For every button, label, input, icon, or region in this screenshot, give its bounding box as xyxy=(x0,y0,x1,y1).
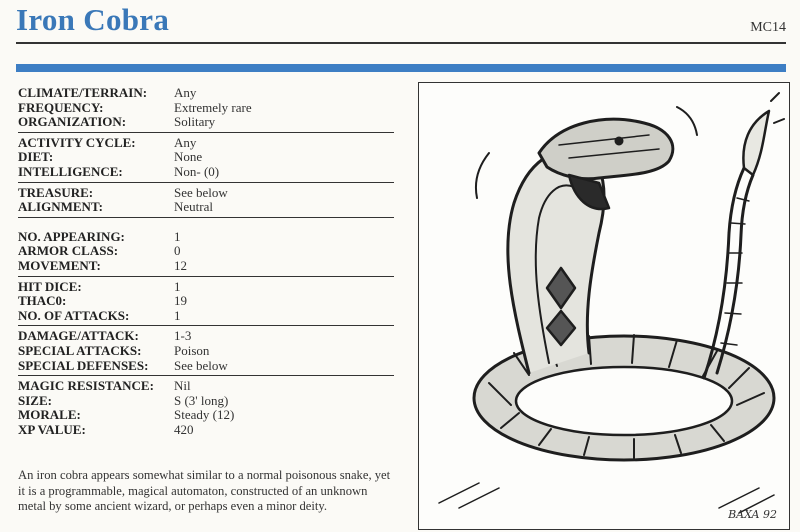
stat-value: 12 xyxy=(174,257,187,273)
stat-block xyxy=(18,86,394,442)
stat-value: 1-3 xyxy=(174,328,192,344)
stat-row xyxy=(18,408,394,423)
stat-row xyxy=(18,115,394,130)
stat-group xyxy=(18,230,394,277)
stat-value: Any xyxy=(174,85,197,100)
title-divider xyxy=(16,42,786,44)
stat-label: SIZE: xyxy=(18,392,52,408)
stat-label: DAMAGE/ATTACK: xyxy=(18,328,139,344)
stat-row xyxy=(18,359,394,374)
stat-group xyxy=(18,186,394,218)
stat-value: Solitary xyxy=(174,114,216,130)
stat-label: SPECIAL DEFENSES: xyxy=(18,357,149,373)
stat-row xyxy=(18,136,394,151)
stat-label: MORALE: xyxy=(18,407,81,423)
stat-value: 420 xyxy=(174,421,194,437)
stat-label: CLIMATE/TERRAIN: xyxy=(18,85,148,100)
stat-group xyxy=(18,86,394,133)
monster-code: MC14 xyxy=(750,20,786,35)
stat-group xyxy=(18,329,394,376)
stat-row xyxy=(18,309,394,324)
blue-header-bar xyxy=(16,64,786,72)
stat-label: MOVEMENT: xyxy=(18,257,101,273)
stat-value: 1 xyxy=(174,228,181,244)
stat-label: NO. APPEARING: xyxy=(18,228,125,244)
stat-value: Any xyxy=(174,134,197,150)
stat-value: 1 xyxy=(174,307,181,323)
stat-label: ACTIVITY CYCLE: xyxy=(18,134,136,150)
stat-row xyxy=(18,244,394,259)
page-title: Iron Cobra xyxy=(16,2,170,37)
stat-row xyxy=(18,86,394,101)
iron-cobra-illustration xyxy=(418,82,790,530)
stat-label: DIET: xyxy=(18,149,54,165)
stat-value: Neutral xyxy=(174,199,213,215)
stat-group xyxy=(18,379,394,439)
stat-row xyxy=(18,423,394,438)
stat-value: See below xyxy=(174,184,228,200)
stat-value: 0 xyxy=(174,243,181,259)
stat-row xyxy=(18,259,394,274)
stat-row xyxy=(18,200,394,215)
stat-row xyxy=(18,394,394,409)
stat-value: Extremely rare xyxy=(174,99,252,115)
stat-label: ARMOR CLASS: xyxy=(18,243,119,259)
stat-label: HIT DICE: xyxy=(18,278,82,294)
stat-row xyxy=(18,165,394,180)
stat-row xyxy=(18,230,394,245)
stat-row xyxy=(18,150,394,165)
stat-group xyxy=(18,280,394,327)
stat-label: MAGIC RESISTANCE: xyxy=(18,378,154,394)
artist-signature: BAXA 92 xyxy=(728,508,777,521)
stat-row xyxy=(18,101,394,116)
stat-value: S (3' long) xyxy=(174,392,229,408)
stat-group xyxy=(18,136,394,183)
description-text: An iron cobra appears somewhat similar to a normal poisonous snake, yet it is a programmable, magical automaton, constructed of an unknown metal by some ancient wizard, or perhaps even a minor deity. xyxy=(18,468,391,513)
stat-row xyxy=(18,186,394,201)
stat-label: FREQUENCY: xyxy=(18,99,104,115)
stat-label: TREASURE: xyxy=(18,184,94,200)
stat-value: 1 xyxy=(174,278,181,294)
stat-row xyxy=(18,379,394,394)
stat-label: THAC0: xyxy=(18,293,67,309)
stat-label: ORGANIZATION: xyxy=(18,114,127,130)
stat-label: NO. OF ATTACKS: xyxy=(18,307,130,323)
stat-row xyxy=(18,280,394,295)
stat-value: Steady (12) xyxy=(174,407,235,423)
stat-label: XP VALUE: xyxy=(18,421,86,437)
stat-row xyxy=(18,329,394,344)
stat-label: INTELLIGENCE: xyxy=(18,163,123,179)
stat-value: See below xyxy=(174,357,228,373)
stat-row xyxy=(18,344,394,359)
stat-value: None xyxy=(174,149,203,165)
cobra-drawing xyxy=(419,83,789,529)
stat-label: ALIGNMENT: xyxy=(18,199,103,215)
stat-value: 19 xyxy=(174,293,187,309)
stat-value: Poison xyxy=(174,342,210,358)
stat-row xyxy=(18,294,394,309)
stat-value: Non- (0) xyxy=(174,163,220,179)
stat-value: Nil xyxy=(174,378,191,394)
stat-label: SPECIAL ATTACKS: xyxy=(18,342,142,358)
